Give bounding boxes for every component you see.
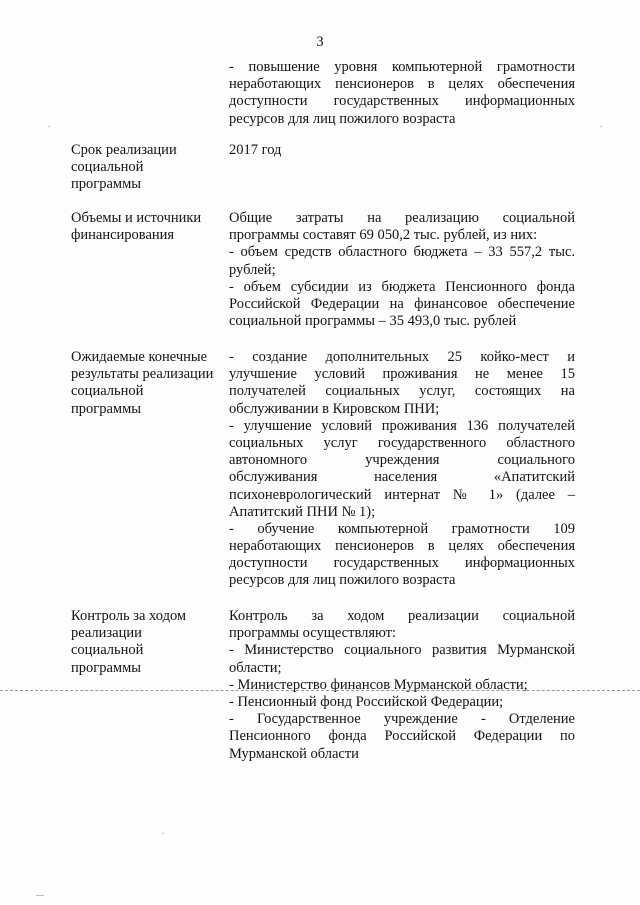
text-line: доступности государственных информационных	[229, 555, 575, 572]
row-content-funding	[229, 210, 575, 330]
text-line: Контроль за ходом реализации социальной	[229, 608, 575, 624]
text-line: улучшение условий проживания не менее 15	[229, 366, 575, 383]
text-line: обслуживании в Кировском ПНИ;	[229, 400, 440, 417]
text-line: ресурсов для лиц пожилого возраста	[229, 572, 456, 589]
label-line: Ожидаемые конечные	[71, 349, 208, 365]
text-line: Российской Федерации на финансовое обеспечение	[229, 295, 575, 312]
text-line: области;	[229, 659, 282, 676]
text-line: социальной программы – 35 493,0 тыс. рублей	[229, 313, 517, 330]
text-line: - Министерство финансов Мурманской области;	[229, 676, 528, 693]
label-line: программы	[71, 659, 141, 676]
text-line: получателей социальных услуг, состоящих на	[229, 383, 575, 400]
text-line: психоневрологический интернат № 1» (далее –	[229, 486, 575, 503]
text-line: - обучение компьютерной грамотности 109	[229, 520, 575, 537]
text-line: - Министерство социального развития Мурманской	[229, 642, 575, 659]
label-line: социальной	[71, 383, 144, 400]
text-line: неработающих пенсионеров в целях обеспечения	[229, 76, 575, 93]
row-label-period	[71, 142, 231, 194]
label-line: Срок реализации	[71, 142, 177, 158]
row-content-period	[229, 142, 575, 159]
row-content-control	[229, 608, 575, 763]
text-line: автономного учреждения социального	[229, 452, 575, 469]
text-line: программы осуществляют:	[229, 625, 397, 642]
text-line: - повышение уровня компьютерной грамотности	[229, 59, 575, 75]
label-line: социальной	[71, 159, 144, 176]
text-line: 2017 год	[229, 142, 282, 158]
text-line: обслуживания населения «Апатитский	[229, 469, 575, 486]
text-line: Общие затраты на реализацию социальной	[229, 210, 575, 226]
text-line: - создание дополнительных 25 койко-мест и	[229, 349, 575, 365]
text-line: Мурманской области	[229, 745, 359, 762]
continuation-text	[229, 59, 575, 128]
scan-speck	[162, 833, 164, 834]
label-line: программы	[71, 176, 141, 193]
text-line: Пенсионного фонда Российской Федерации по	[229, 728, 575, 745]
text-line: - улучшение условий проживания 136 получателей	[229, 417, 575, 434]
text-line: ресурсов для лиц пожилого возраста	[229, 110, 456, 127]
label-line: реализации	[71, 625, 142, 642]
label-line: результаты реализации	[71, 366, 214, 383]
scan-artifact-line	[0, 690, 640, 691]
text-line: социальных услуг государственного областного	[229, 434, 575, 451]
scan-speck	[36, 895, 44, 896]
text-line: неработающих пенсионеров в целях обеспечения	[229, 538, 575, 555]
text-line: Апатитский ПНИ № 1);	[229, 503, 376, 520]
row-label-control	[71, 608, 231, 677]
label-line: программы	[71, 400, 141, 417]
label-line: Контроль за ходом	[71, 608, 187, 624]
text-line: доступности государственных информационных	[229, 93, 575, 110]
label-line: финансирования	[71, 227, 175, 244]
row-label-funding	[71, 210, 231, 244]
text-line: программы составят 69 050,2 тыс. рублей, из них:	[229, 227, 538, 244]
text-line: - объем средств областного бюджета – 33 557,2 тыс.	[229, 244, 575, 261]
row-label-results	[71, 349, 231, 418]
page-number: 3	[316, 34, 324, 50]
text-line: - Пенсионный фонд Российской Федерации;	[229, 693, 504, 710]
scan-speck	[600, 126, 602, 127]
label-line: социальной	[71, 642, 144, 659]
label-line: Объемы и источники	[71, 210, 202, 226]
row-content-results	[229, 349, 575, 590]
text-line: рублей;	[229, 261, 276, 278]
text-line: - объем субсидии из бюджета Пенсионного фонда	[229, 278, 575, 295]
text-line: - Государственное учреждение - Отделение	[229, 711, 575, 728]
scan-speck	[48, 126, 50, 127]
